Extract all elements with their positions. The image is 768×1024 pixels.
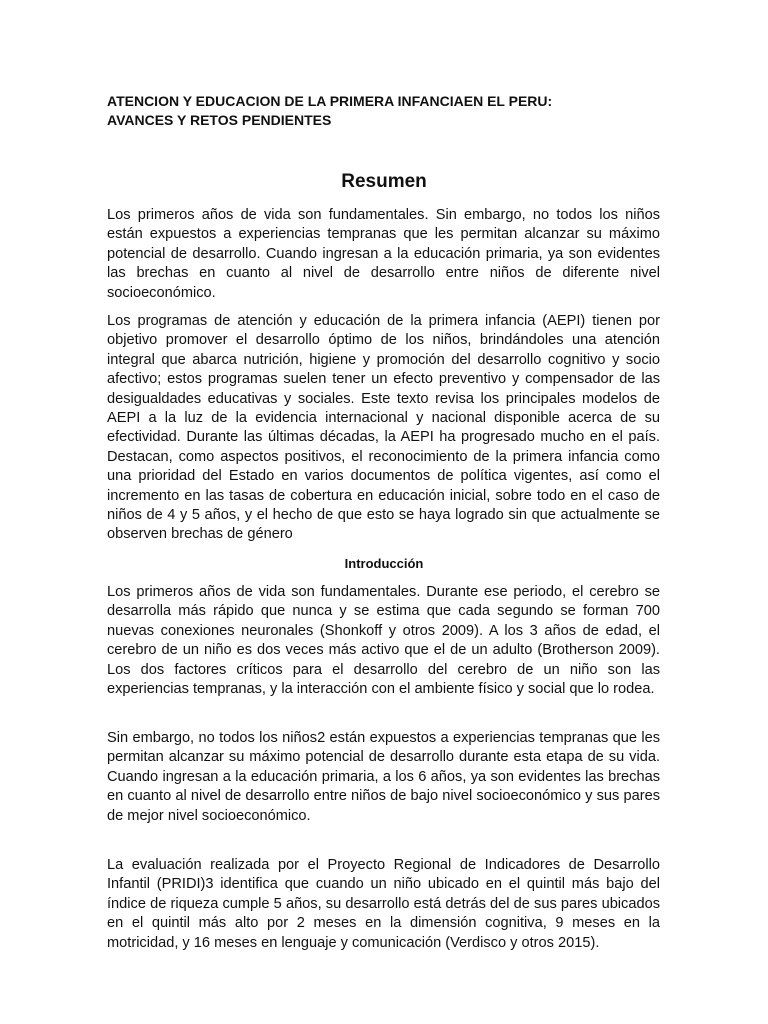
introduction-paragraph: La evaluación realizada por el Proyecto Regional de Indicadores de Desarrollo Infantil (PRIDI)3 identifica que cuando un niño ubicado en el quintil más bajo del índice de riqueza cumple 5 años, su desarrollo está detrás del de sus pares ubicados en el quintil más alto por 2 meses en la dimensión cognitiva, 9 meses en la motricidad, y 16 meses en lenguaje y comunicación (Verdisco y otros 2015). [107, 857, 660, 951]
introduction-paragraph: Los primeros años de vida son fundamentales. Durante ese periodo, el cerebro se desarrolla más rápido que nunca y se estima que cada segundo se forman 700 nuevas conexiones neuronales (Shonkoff y otros 2009). A los 3 años de edad, el cerebro de un niño es dos veces más activo que el de un adulto (Brotherson 2009). Los dos factores críticos para el desarrollo del cerebro de un niño son las experiencias tempranas, y la interacción con el ambiente físico y social que lo rodea. [107, 584, 660, 698]
document-title-line-1: ATENCION Y EDUCACION DE LA PRIMERA INFANCIAEN EL PERU: [107, 93, 553, 109]
abstract-paragraph: Los primeros años de vida son fundamentales. Sin embargo, no todos los niños están expuestos a experiencias tempranas que les permitan alcanzar su máximo potencial de desarrollo. Cuando ingresan a la educación primaria, ya son evidentes las brechas en cuanto al nivel de desarrollo entre niños de diferente nivel socioeconómico. [107, 207, 660, 301]
abstract-paragraph: Los programas de atención y educación de la primera infancia (AEPI) tienen por objetivo promover el desarrollo óptimo de los niños, brindándoles una atención integral que abarca nutrición, higiene y promoción del desarrollo cognitivo y socio afectivo; estos programas suelen tener un efecto preventivo y compensador de las desigualdades educativas y sociales. Este texto revisa los principales modelos de AEPI a la luz de la evidencia internacional y nacional disponible acerca de su efectividad. Durante las últimas décadas, la AEPI ha progresado mucho en el país. Destacan, como aspectos positivos, el reconocimiento de la primera infancia como una prioridad del Estado en varios documentos de política vigentes, así como el incremento en las tasas de cobertura en educación inicial, sobre todo en el caso de niños de 4 y 5 años, y el hecho de que esto se haya logrado sin que actualmente se observen brechas de género [107, 313, 660, 543]
document-title-line-2: AVANCES Y RETOS PENDIENTES [107, 112, 332, 128]
introduction-heading: Introducción [344, 556, 424, 571]
introduction-paragraph: Sin embargo, no todos los niños2 están expuestos a experiencias tempranas que les permitan alcanzar su máximo potencial de desarrollo durante esta etapa de su vida. Cuando ingresan a la educación primaria, a los 6 años, ya son evidentes las brechas en cuanto al nivel de desarrollo entre niños de bajo nivel socioeconómico y sus pares de mejor nivel socioeconómico. [107, 730, 660, 824]
document-title [107, 92, 667, 130]
abstract-heading: Resumen [341, 171, 427, 192]
